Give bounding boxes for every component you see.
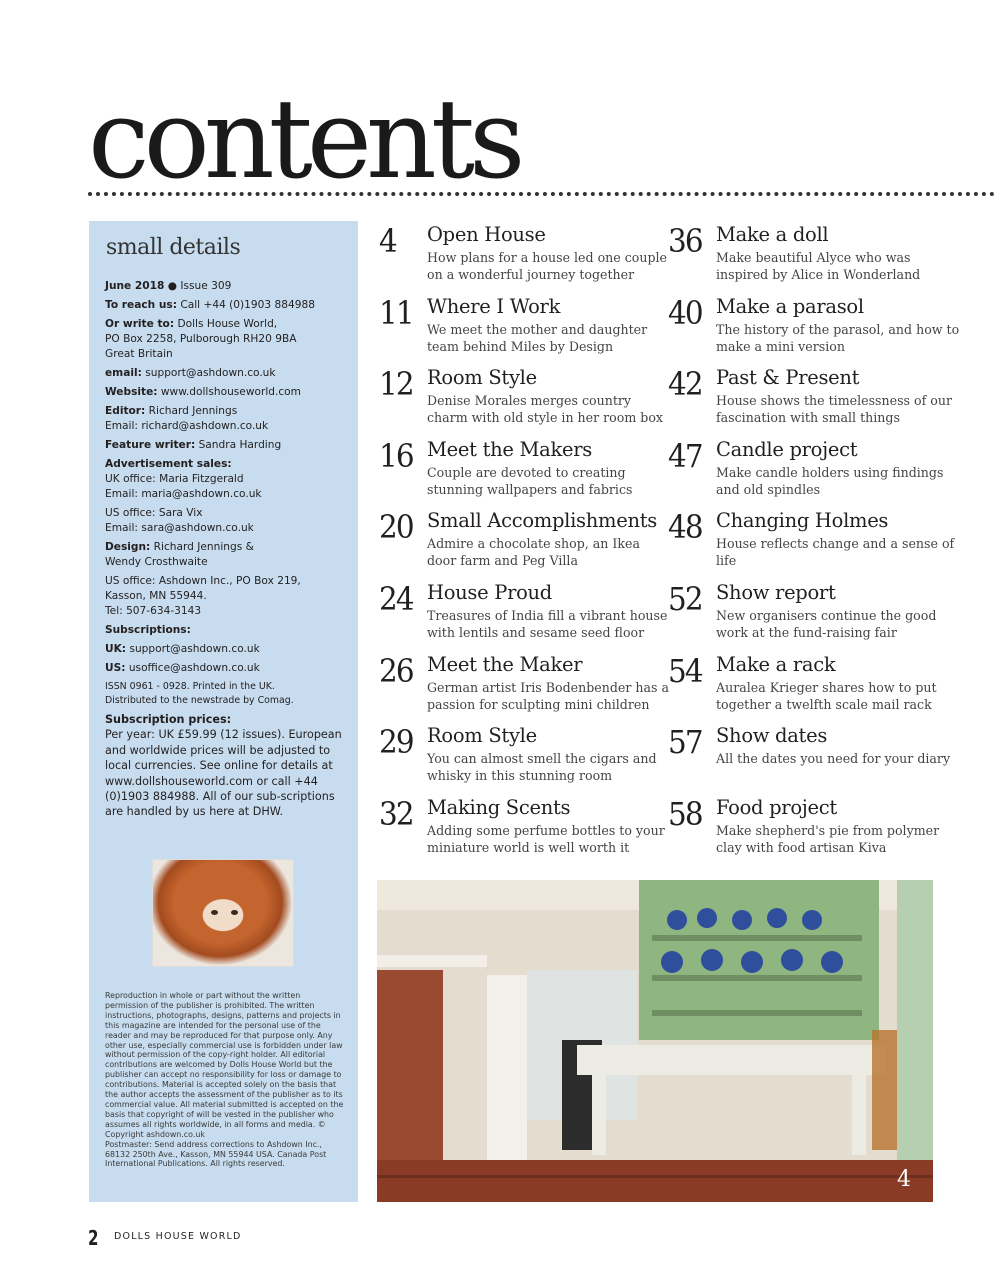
write-line2: PO Box 2258, Pulborough RH20 9BA (105, 333, 297, 345)
doll-eye (231, 910, 238, 915)
doll-photo (152, 859, 294, 967)
reach-label: To reach us: (105, 299, 177, 311)
entry-description: Treasures of India fill a vibrant house with lentils and sesame seed floor (427, 608, 668, 640)
bullet-icon: ● (167, 280, 178, 292)
entry-description: You can almost smell the cigars and whisky in this stunning room (427, 751, 657, 784)
email-link[interactable]: support@ashdown.co.uk (145, 367, 276, 379)
entry-description: All the dates you need for your diary (716, 751, 951, 767)
write-line3: Great Britain (105, 348, 173, 360)
reach-value: Call +44 (0)1903 884988 (180, 299, 315, 311)
us-address2: Kasson, MN 55944. (105, 590, 207, 602)
entry-heading: Where I Work (427, 294, 561, 318)
entry-description: How plans for a house led one couple on a wonderful journey together (427, 250, 668, 282)
distributed: Distributed to the newstrade by Comag. (105, 695, 294, 706)
entry-page-number: 20 (379, 508, 413, 547)
entry-description: Denise Morales merges country charm with old style in her room box (427, 393, 664, 426)
kitchen-illustration (377, 880, 933, 1202)
entry-heading: Making Scents (427, 795, 571, 819)
design-name: Richard Jennings & (153, 541, 254, 553)
email-label: email: (105, 367, 142, 379)
sidebar-title: small details (106, 235, 241, 260)
editor-email: Email: richard@ashdown.co.uk (105, 420, 269, 432)
entry-heading: Make a rack (716, 652, 836, 676)
issue-number: Issue 309 (180, 280, 232, 292)
entry-heading: Meet the Makers (427, 437, 592, 461)
ads-label: Advertisement sales: (105, 458, 232, 470)
write-line1: Dolls House World, (177, 318, 278, 330)
entry-page-number: 54 (668, 651, 702, 690)
entry-page-number: 4 (379, 222, 396, 260)
entry-page-number: 40 (668, 293, 702, 332)
entry-description: Auralea Krieger shares how to put together a twelfth scale mail rack (716, 679, 937, 712)
entry-description: House shows the timelessness of our fascination with small things (716, 393, 952, 426)
subs-uk-email[interactable]: support@ashdown.co.uk (129, 643, 260, 655)
entry-heading: Food project (716, 795, 837, 819)
legal-text (105, 991, 345, 1169)
dotted-divider (88, 192, 995, 196)
entry-page-number: 16 (379, 436, 413, 475)
footer-magazine-name: DOLLS HOUSE WORLD (114, 1231, 242, 1242)
entry-description: German artist Iris Bodenbender has a passion for sculpting mini children (427, 679, 669, 712)
prices-label: Subscription prices: (105, 713, 232, 726)
us-email: Email: sara@ashdown.co.uk (105, 522, 254, 534)
legal-notice: Reproduction in whole or part without the written permission of the publisher is prohibited. The written instructions, photographs, designs, patterns and projects in this magazine are intended for the personal use of the reader and may be reproduced for that purpose only. Any other use, especially commercial use is forbidden under law without permission of the copy-right holder. All editorial contributions are welcomed by Dolls House World but the publisher can accept no responsibility for loss or damage to contributions. Material is accepted solely on the basis that the author accepts the assessment of the publisher as to its commercial value. All material submitted is accepted on the basis that copyright of will be vested in the publisher who assumes all rights worldwide, in all forms and media. © Copyright ashdown.co.uk (105, 991, 344, 1139)
subs-label: Subscriptions: (105, 624, 191, 636)
postmaster-notice: Postmaster: Send address corrections to Ashdown Inc., 68132 250th Ave., Kasson, MN 55944 USA. Canada Post International Publications. All rights reserved. (105, 1139, 327, 1169)
editor-label: Editor: (105, 405, 146, 417)
website-link[interactable]: www.dollshouseworld.com (160, 386, 301, 398)
us-office: US office: Sara Vix (105, 507, 203, 519)
entry-page-number: 42 (668, 365, 702, 404)
masthead-info (105, 279, 350, 824)
entry-heading: Past & Present (716, 366, 860, 390)
entry-heading: Make a doll (716, 223, 829, 246)
entry-description: House reflects change and a sense of life (716, 536, 955, 569)
entry-description: Make beautiful Alyce who was inspired by Alice in Wonderland (716, 250, 921, 282)
entry-description: Adding some perfume bottles to your miniature world is well worth it (427, 822, 665, 855)
entry-description: Couple are devoted to creating stunning wallpapers and fabrics (427, 464, 633, 497)
entry-page-number: 11 (379, 293, 413, 332)
editor-name: Richard Jennings (148, 405, 238, 417)
entry-heading: Show report (716, 581, 836, 604)
issue-date: June 2018 (105, 280, 165, 292)
design-name2: Wendy Crosthwaite (105, 556, 208, 568)
subs-uk-label: UK: (105, 643, 127, 655)
uk-office: UK office: Maria Fitzgerald (105, 473, 244, 485)
entry-page-number: 52 (668, 580, 702, 618)
entry-description: New organisers continue the good work at the fund-raising fair (716, 608, 937, 640)
entry-heading: Room Style (427, 724, 537, 748)
entry-page-number: 24 (379, 580, 413, 618)
entry-description: Make shepherd's pie from polymer clay with food artisan Kiva (716, 822, 940, 855)
entry-heading: House Proud (427, 581, 552, 604)
feature-label: Feature writer: (105, 439, 196, 451)
prices-text: Per year: UK £59.99 (12 issues). European and worldwide prices will be adjusted to local currencies. See online for details at www.dollshouseworld.com or call +44 (0)1903 884988. All of our sub-scriptions are handled by us here at DHW. (105, 728, 342, 819)
entry-page-number: 48 (668, 508, 702, 547)
entry-page-number: 47 (668, 436, 702, 475)
kitchen-photo (377, 880, 933, 1202)
website-label: Website: (105, 386, 158, 398)
entry-page-number: 32 (379, 794, 413, 833)
issn: ISSN 0961 - 0928. Printed in the UK. (105, 681, 275, 692)
entry-heading: Meet the Maker (427, 652, 583, 676)
entry-heading: Open House (427, 223, 546, 246)
entry-description: The history of the parasol, and how to make a mini version (716, 321, 960, 354)
photo-page-ref: 4 (897, 1167, 911, 1192)
subs-us-email[interactable]: usoffice@ashdown.co.uk (128, 662, 260, 674)
us-address1: US office: Ashdown Inc., PO Box 219, (105, 575, 301, 587)
entry-page-number: 36 (668, 222, 702, 260)
entry-heading: Show dates (716, 724, 828, 748)
feature-name: Sandra Harding (198, 439, 282, 451)
entry-heading: Make a parasol (716, 294, 864, 318)
entry-description: Admire a chocolate shop, an Ikea door farm and Peg Villa (427, 536, 640, 569)
entry-heading: Candle project (716, 437, 858, 461)
entry-page-number: 26 (379, 651, 413, 690)
entry-page-number: 58 (668, 794, 702, 833)
entry-page-number: 12 (379, 365, 413, 404)
entry-description: We meet the mother and daughter team behind Miles by Design (427, 321, 648, 354)
uk-email: Email: maria@ashdown.co.uk (105, 488, 262, 500)
entry-heading: Small Accomplishments (427, 509, 657, 533)
write-label: Or write to: (105, 318, 175, 330)
entry-page-number: 29 (379, 723, 413, 762)
small-details-panel (89, 221, 358, 1202)
design-label: Design: (105, 541, 151, 553)
footer-page-number: 2 (88, 1226, 99, 1250)
page-title: contents (88, 75, 520, 203)
subs-us-label: US: (105, 662, 126, 674)
doll-eye (211, 910, 218, 915)
us-tel: Tel: 507-634-3143 (105, 605, 202, 617)
entry-heading: Room Style (427, 366, 537, 390)
entry-description: Make candle holders using findings and old spindles (716, 464, 944, 497)
entry-page-number: 57 (668, 723, 702, 762)
entry-heading: Changing Holmes (716, 509, 889, 533)
